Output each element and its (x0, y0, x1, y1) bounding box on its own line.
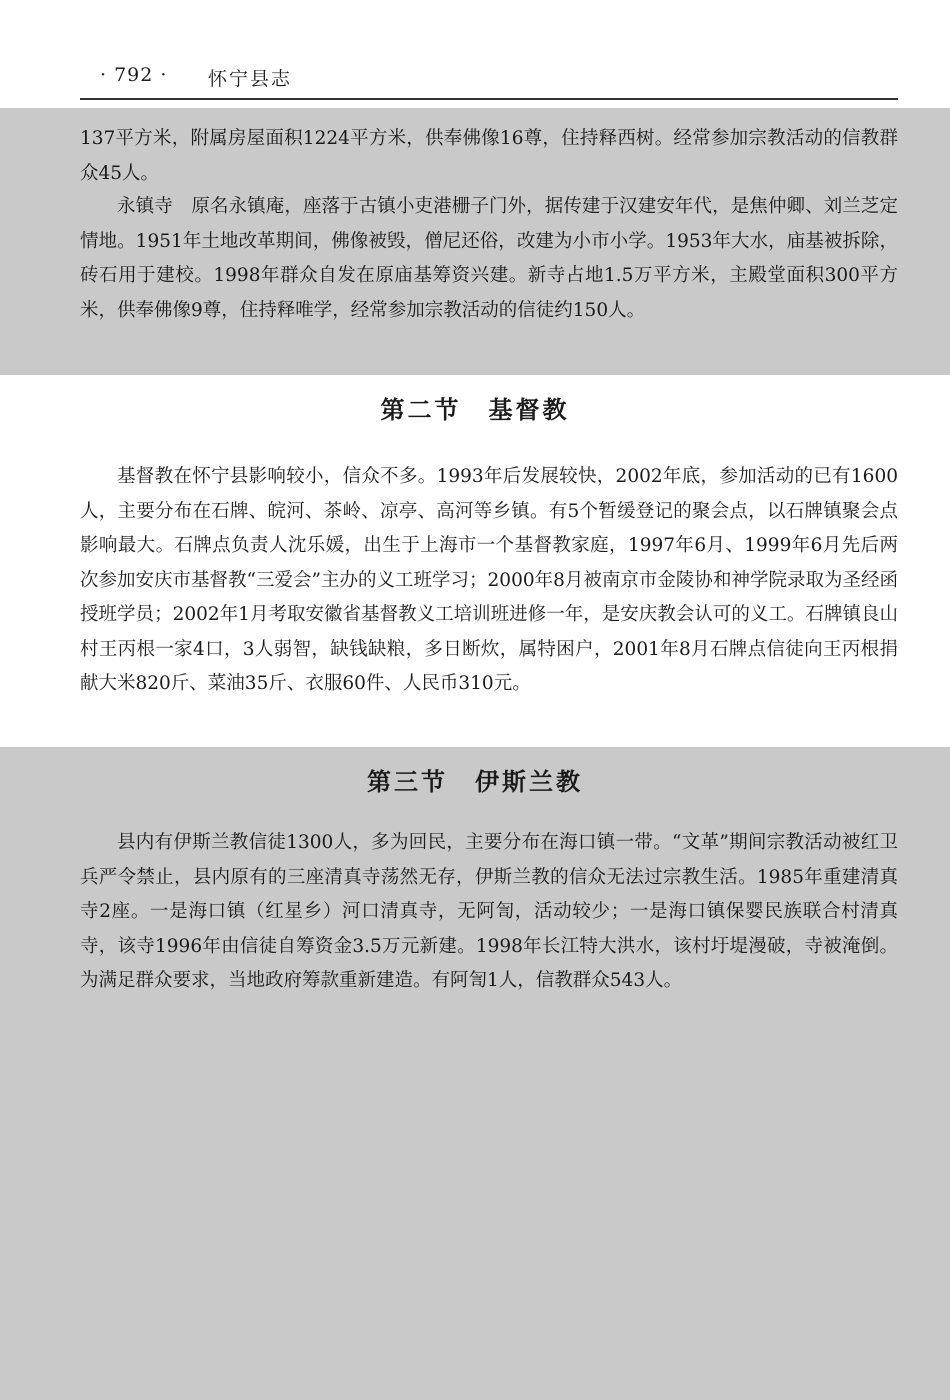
section-title-christianity: 第二节 基督教 (380, 395, 570, 424)
section-title-islam: 第三节 伊斯兰教 (367, 767, 583, 796)
paragraph-continuation: 137平方米，附属房屋面积1224平方米，供奉佛像16尊，住持释西树。经常参加宗教活动的信教群众45人。 (80, 128, 898, 184)
book-title: 怀宁县志 (208, 68, 293, 90)
paragraph-christianity: 基督教在怀宁县影响较小，信众不多。1993年后发展较快，2002年底，参加活动的已有1600人，主要分布在石牌、皖河、茶岭、凉亭、高河等乡镇。有5个暂缓登记的聚会点，以石牌镇聚会点影响最大。石牌点负责人沈乐媛，出生于上海市一个基督教家庭，1997年6月、1999年6月先后两次参加安庆市基督教“三爱会”主办的义工班学习；2000年8月被南京市金陵协和神学院录取为圣经函授班学员；2002年1月考取安徽省基督教义工培训班进修一年，是安庆教会认可的义工。石牌镇良山村王丙根一家4口，3人弱智，缺钱缺粮，多日断炊，属特困户，2001年8月石牌点信徒向王丙根捐献大米820斤、菜油35斤、衣服60件、人民币310元。 (80, 466, 898, 694)
paragraph-islam: 县内有伊斯兰教信徒1300人，多为回民，主要分布在海口镇一带。“文革”期间宗教活动被红卫兵严令禁止，县内原有的三座清真寺荡然无存，伊斯兰教的信众无法过宗教生活。1985年重建清真寺2座。一是海口镇（红星乡）河口清真寺，无阿訇，活动较少；一是海口镇保婴民族联合村清真寺，该寺1996年由信徒自筹资金3.5万元新建。1998年长江特大洪水，该村圩堤漫破，寺被淹倒。为满足群众要求，当地政府筹款重新建造。有阿訇1人，信教群众543人。 (80, 832, 898, 991)
page-header (80, 58, 898, 100)
paragraph-yongzhen-temple: 永镇寺 原名永镇庵，座落于古镇小吏港栅子门外，据传建于汉建安年代，是焦仲卿、刘兰芝定情地。1951年土地改革期间，佛像被毁，僧尼还俗，改建为小市小学。1953年大水，庙基被拆除，砖石用于建校。1998年群众自发在原庙基筹资兴建。新寺占地1.5万平方米，主殿堂面积300平方米，供奉佛像9尊，住持释唯学，经常参加宗教活动的信徒约150人。 (80, 196, 898, 321)
page-number: · 792 · (100, 64, 168, 86)
